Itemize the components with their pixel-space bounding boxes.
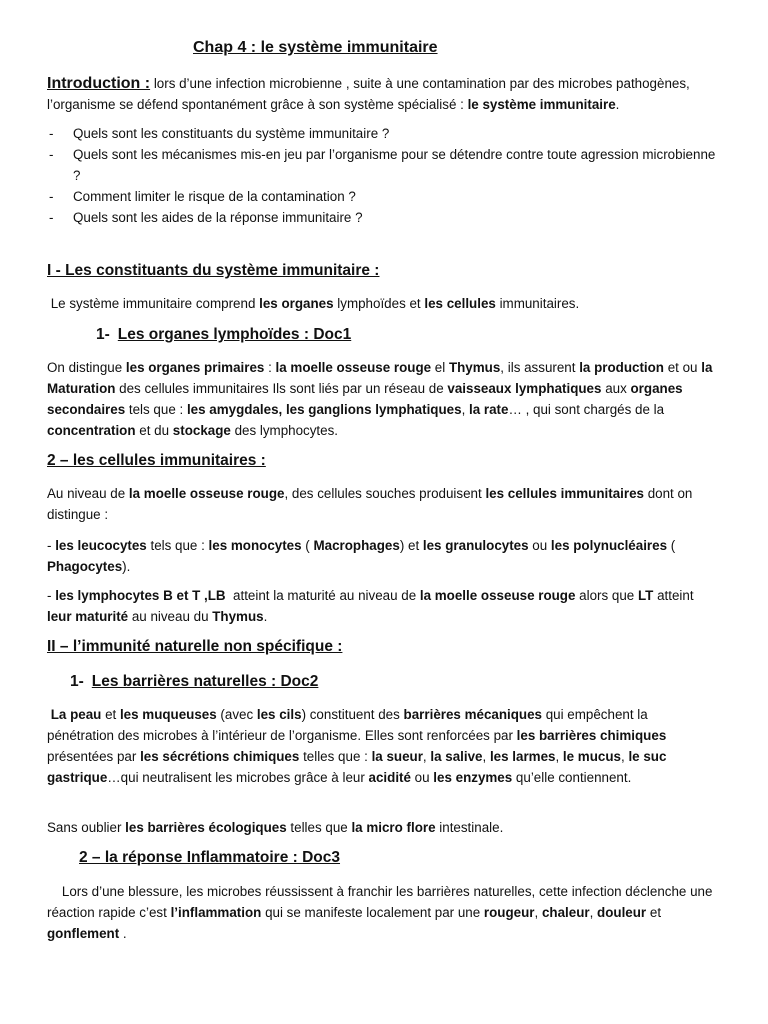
text-segment: immunitaires. [495,296,580,311]
text-segment: Lors d’une blessure, les microbes réussissent à franchir les barrières naturelles, cette infection déclenche une réaction rapide c’est [47,884,717,920]
text-segment: On distingue [47,360,126,375]
subsection-heading [70,673,318,691]
bold-text: les monocytes [208,538,302,553]
bold-text: les larmes [489,749,556,764]
bold-text: les muqueuses [119,707,217,722]
text-segment: - [47,538,56,553]
text-segment: (avec [216,707,257,722]
bold-text: leur maturité [47,609,129,624]
text-segment: ou [528,538,551,553]
bold-text: les lymphocytes B et T ,LB [55,588,226,603]
bold-text: LT [637,588,654,603]
text-segment: qui empêchent la pénétration des microbes à l’intérieur de l’organisme. Elles sont renforcées par [47,707,652,743]
bold-text: Phagocytes [47,559,123,574]
text-segment: tels que : [125,402,187,417]
text-segment: qui se manifeste localement par une [261,905,484,920]
text-segment: dont on distingue : [47,486,697,522]
bold-text: les barrières chimiques [516,728,667,743]
text-segment: Sans oublier [47,820,126,835]
bold-text: le système immunitaire [467,97,616,112]
bold-text: les leucocytes [55,538,147,553]
bold-text: acidité [368,770,411,785]
bold-text: les organes primaires [125,360,265,375]
cells-paragraph [47,483,717,525]
text-segment: lymphoïdes et [333,296,425,311]
bold-text: barrières mécaniques [403,707,542,722]
text-segment: , [620,749,629,764]
subsection-heading: 2 – la réponse Inflammatoire : Doc3 [79,849,341,866]
text-segment: au niveau du [128,609,213,624]
bold-text: la production [579,360,664,375]
dash-bullet: - [49,126,54,141]
text-segment: et [646,905,665,920]
text-segment: …qui neutralisent les microbes grâce à leur [107,770,369,785]
bold-text: gonflement [47,926,120,941]
text-segment: atteint [653,588,698,603]
bold-text: la salive [430,749,483,764]
text-segment: et du [135,423,173,438]
subsection-title: Les barrières naturelles : Doc2 [91,673,319,690]
text-segment: ) constituent des [301,707,404,722]
lymphocytes-paragraph [47,585,717,627]
text-segment: , [534,905,542,920]
text-segment: et [101,707,120,722]
text-segment: , [555,749,563,764]
bold-text: vaisseaux lymphatiques [447,381,602,396]
organs-paragraph [47,357,717,441]
text-segment: , des cellules souches produisent [284,486,486,501]
inflammation-paragraph [47,881,717,944]
text-segment: ). [122,559,131,574]
text-segment: aux [601,381,631,396]
question-text: Quels sont les mécanismes mis-en jeu par l’organisme pour se détendre contre toute agression microbienne ? [73,147,716,183]
text-segment: intestinale. [435,820,504,835]
bold-text: la moelle osseuse rouge [128,486,285,501]
text-segment: tels que : [146,538,209,553]
text-segment: telles que : [299,749,372,764]
bold-text: la sueur [371,749,423,764]
bold-text: la rate [469,402,509,417]
bold-text: Thymus [212,609,264,624]
bold-text: Macrophages [313,538,400,553]
list-item [47,144,717,186]
list-item [47,207,717,228]
bold-text: le mucus [562,749,621,764]
bold-text: les cellules [424,296,496,311]
text-segment: telles que [286,820,352,835]
subsection-number: 1- [96,326,110,343]
text-segment: , [461,402,470,417]
intro-paragraph [47,73,717,115]
text-segment: - [47,588,56,603]
question-text: Quels sont les aides de la réponse immunitaire ? [73,210,363,225]
dash-bullet: - [49,147,54,162]
text-segment: Le système immunitaire comprend [47,296,260,311]
text-segment: el [431,360,449,375]
leucocytes-paragraph [47,535,717,577]
page-title: Chap 4 : le système immunitaire [193,39,438,56]
bold-text: organes secondaires [47,381,687,417]
intro-label: Introduction : [47,75,151,92]
intro-section [47,73,717,228]
text-segment: atteint la maturité au niveau de [225,588,420,603]
text-segment: des cellules immunitaires Ils sont liés par un réseau de [115,381,448,396]
bold-text: les polynucléaires [550,538,668,553]
subsection-heading: 2 – les cellules immunitaires : [47,452,266,469]
bold-text: les amygdales, les ganglions lymphatiques [186,402,462,417]
section-heading: I - Les constituants du système immunitaire : [47,262,380,279]
text-segment: , [589,905,598,920]
text-segment: ou [410,770,434,785]
text-segment: présentées par [47,728,670,764]
text-segment: Au niveau de [47,486,129,501]
text-segment: ) et [399,538,423,553]
section1-lead [47,293,717,314]
bold-text: l’inflammation [170,905,262,920]
bold-text: douleur [597,905,647,920]
text-segment: : [264,360,276,375]
text-segment: des lymphocytes. [230,423,339,438]
text-segment: , ils assurent [500,360,580,375]
ecological-paragraph [47,817,717,838]
bold-text: les enzymes [433,770,513,785]
bold-text: les sécrétions chimiques [140,749,300,764]
bold-text: la Maturation [47,360,717,396]
text-segment: . [615,97,620,112]
subsection-title: Les organes lymphoïdes : Doc1 [117,326,352,343]
bold-text: La peau [47,707,102,722]
list-item [47,186,717,207]
bold-text: les cellules immunitaires [485,486,644,501]
bold-text: le suc gastrique [47,749,671,785]
text-segment: ( [301,538,314,553]
bold-text: les barrières écologiques [125,820,287,835]
list-item [47,123,717,144]
text-segment: qu’elle contiennent. [512,770,632,785]
question-list [47,123,717,228]
text-segment: , [482,749,490,764]
bold-text: stockage [172,423,231,438]
text-segment: . [263,609,268,624]
text-segment: alors que [575,588,638,603]
dash-bullet: - [49,189,54,204]
subsection-heading [96,326,351,344]
bold-text: la micro flore [351,820,436,835]
bold-text: Thymus [448,360,501,375]
barriers-paragraph [47,704,717,788]
bold-text: les organes [259,296,334,311]
bold-text: la moelle osseuse rouge [419,588,576,603]
bold-text: rougeur [483,905,535,920]
bold-text: chaleur [541,905,590,920]
text-segment: , [422,749,431,764]
text-segment: lors d’une infection microbienne , suite à une contamination par des microbes pathogènes, l’organisme se défend spontanément grâce à son système spécialisé : [47,76,694,112]
text-segment: ( [667,538,679,553]
dash-bullet: - [49,210,54,225]
section-heading: II – l’immunité naturelle non spécifique : [47,638,343,655]
bold-text: la moelle osseuse rouge [275,360,432,375]
bold-text: les cils [256,707,302,722]
text-segment: et ou [664,360,702,375]
bold-text: concentration [47,423,136,438]
question-text: Quels sont les constituants du système immunitaire ? [73,126,390,141]
bold-text: les granulocytes [422,538,529,553]
question-text: Comment limiter le risque de la contamination ? [73,189,356,204]
text-segment: … , qui sont chargés de la [508,402,668,417]
subsection-number: 1- [70,673,84,690]
text-segment: . [119,926,127,941]
